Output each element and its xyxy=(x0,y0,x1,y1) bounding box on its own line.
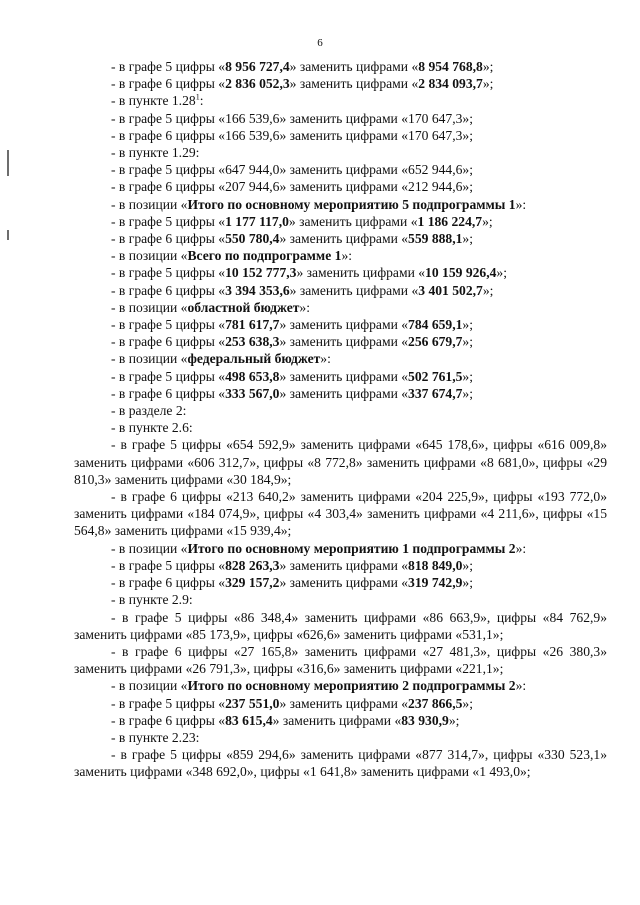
amendment-line xyxy=(74,127,607,144)
text-segment: - в графе 5 цифры « xyxy=(111,557,226,573)
text-segment: »; xyxy=(462,385,473,401)
text-segment: - в графе 6 цифры « xyxy=(111,575,226,591)
text-segment: - в графе 6 цифры « xyxy=(111,712,226,728)
bold-text: федеральный бюджет xyxy=(187,351,321,367)
bold-text: 2 836 052,3 xyxy=(225,76,290,92)
amendment-line xyxy=(74,677,607,694)
bold-text: 559 888,1 xyxy=(408,231,463,247)
amendment-line xyxy=(74,58,607,75)
text-segment: - в графе 6 цифры « xyxy=(111,282,226,298)
amendment-line xyxy=(74,282,607,299)
bold-text: 498 653,8 xyxy=(225,368,280,384)
text-segment: - в позиции « xyxy=(111,351,188,367)
bold-text: 237 551,0 xyxy=(225,695,280,711)
bold-text: 256 679,7 xyxy=(408,334,463,350)
amendment-paragraph xyxy=(74,609,607,643)
amendment-line xyxy=(74,402,607,419)
text-segment: »: xyxy=(341,248,353,264)
amendment-line xyxy=(74,419,607,436)
text-segment: » заменить цифрами « xyxy=(289,76,419,92)
text-segment: » заменить цифрами « xyxy=(279,385,409,401)
bold-text: 550 780,4 xyxy=(225,231,280,247)
text-segment: » заменить цифрами « xyxy=(279,231,409,247)
text-segment: - в графе 5 цифры « xyxy=(111,59,226,74)
text-segment: »; xyxy=(462,557,473,573)
text-segment: » заменить цифрами « xyxy=(279,695,409,711)
text-segment: »; xyxy=(448,712,460,728)
amendment-line xyxy=(74,92,607,109)
text-segment: »; xyxy=(462,317,473,333)
text-segment: »: xyxy=(515,678,527,694)
text-segment: - в графе 6 цифры « xyxy=(111,385,226,401)
bold-text: 253 638,3 xyxy=(225,334,280,350)
bold-text: 1 177 117,0 xyxy=(225,213,289,229)
bold-text: 329 157,2 xyxy=(225,575,280,591)
bold-text: 1 186 224,7 xyxy=(417,213,483,229)
text-segment: - в графе 6 цифры «213 640,2» заменить цифрами «204 225,9», цифры «193 772,0» заменить цифрами «184 074,9», цифры «4 303,4» заменить цифрами «4 211,6», цифры «15 564,8» заменить цифрами «15 939,4»; xyxy=(74,489,607,539)
text-segment: - в позиции « xyxy=(111,248,188,264)
text-segment: - в пункте 1.29: xyxy=(111,145,200,161)
amendment-line xyxy=(74,316,607,333)
text-segment: - в графе 5 цифры « xyxy=(111,317,226,333)
bold-text: 502 761,5 xyxy=(408,368,463,384)
bold-text: 237 866,5 xyxy=(408,695,463,711)
bold-text: 10 159 926,4 xyxy=(425,265,497,281)
bold-text: 10 152 777,3 xyxy=(225,265,297,281)
amendment-line xyxy=(74,350,607,367)
text-segment: » заменить цифрами « xyxy=(288,213,418,229)
amendment-line xyxy=(74,161,607,178)
text-segment: - в графе 5 цифры «166 539,6» заменить цифрами «170 647,3»; xyxy=(111,110,473,126)
text-segment: - в графе 5 цифры «654 592,9» заменить цифрами «645 178,6», цифры «616 009,8» заменить цифрами «606 312,7», цифры «8 772,8» заменить цифрами «8 681,0», цифры «29 810,3» заменить цифрами «30 184,9»; xyxy=(74,437,607,487)
text-segment: - в позиции « xyxy=(111,678,188,694)
text-segment: - в графе 5 цифры «647 944,0» заменить цифрами «652 944,6»; xyxy=(111,162,473,178)
bold-text: 83 615,4 xyxy=(225,712,273,728)
amendment-paragraph xyxy=(74,436,607,488)
bold-text: 8 956 727,4 xyxy=(225,59,290,74)
amendment-line xyxy=(74,712,607,729)
text-segment: » заменить цифрами « xyxy=(279,557,409,573)
text-segment: - в пункте 2.9: xyxy=(111,592,193,608)
bold-text: 784 659,1 xyxy=(408,317,463,333)
bold-text: 319 742,9 xyxy=(408,575,463,591)
text-segment: »; xyxy=(462,695,473,711)
amendment-paragraph xyxy=(74,746,607,780)
amendment-line xyxy=(74,333,607,350)
amendment-line xyxy=(74,196,607,213)
text-segment: » заменить цифрами « xyxy=(279,368,409,384)
bold-text: Итого по основному мероприятию 1 подпрограммы 2 xyxy=(187,540,516,556)
text-segment: »: xyxy=(515,540,527,556)
text-segment: »; xyxy=(482,59,494,74)
text-segment: » заменить цифрами « xyxy=(289,282,419,298)
text-segment: - в графе 5 цифры « xyxy=(111,695,226,711)
bold-text: 828 263,3 xyxy=(225,557,280,573)
bold-text: 781 617,7 xyxy=(225,317,280,333)
amendment-list xyxy=(74,58,607,781)
bold-text: 2 834 093,7 xyxy=(418,76,483,92)
text-segment: - в позиции « xyxy=(111,299,188,315)
text-segment: » заменить цифрами « xyxy=(289,59,419,74)
text-segment: - в пункте 1.28 xyxy=(111,93,196,109)
amendment-line xyxy=(74,574,607,591)
text-segment: - в пункте 2.23: xyxy=(111,729,200,745)
bold-text: 333 567,0 xyxy=(225,385,280,401)
text-segment: - в графе 6 цифры «27 165,8» заменить цифрами «27 481,3», цифры «26 380,3» заменить цифрами «26 791,3», цифры «316,6» заменить цифрами «221,1»; xyxy=(74,643,607,677)
text-segment: » заменить цифрами « xyxy=(279,317,409,333)
amendment-line xyxy=(74,368,607,385)
text-segment: »; xyxy=(462,231,473,247)
text-segment: - в графе 6 цифры «207 944,6» заменить цифрами «212 944,6»; xyxy=(111,179,473,195)
text-segment: - в графе 6 цифры «166 539,6» заменить цифрами «170 647,3»; xyxy=(111,127,473,143)
text-segment: » заменить цифрами « xyxy=(296,265,426,281)
text-segment: - в графе 5 цифры «859 294,6» заменить цифрами «877 314,7», цифры «330 523,1» заменить цифрами «348 692,0», цифры «1 641,8» заменить цифрами «1 493,0»; xyxy=(74,747,607,780)
amendment-line xyxy=(74,385,607,402)
text-segment: - в графе 5 цифры « xyxy=(111,265,226,281)
text-segment: » заменить цифрами « xyxy=(272,712,402,728)
amendment-line xyxy=(74,729,607,746)
amendment-line xyxy=(74,695,607,712)
amendment-line xyxy=(74,557,607,574)
text-segment: »: xyxy=(320,351,331,367)
scan-mark xyxy=(7,150,9,176)
text-segment: »; xyxy=(496,265,507,281)
bold-text: 818 849,0 xyxy=(408,557,463,573)
amendment-line xyxy=(74,540,607,557)
amendment-line xyxy=(74,213,607,230)
amendment-line xyxy=(74,230,607,247)
amendment-line xyxy=(74,264,607,281)
text-segment: - в пункте 2.6: xyxy=(111,420,193,436)
bold-text: 337 674,7 xyxy=(408,385,463,401)
bold-text: областной бюджет xyxy=(187,299,300,315)
text-segment: »; xyxy=(462,575,473,591)
bold-text: Всего по подпрограмме 1 xyxy=(187,248,342,264)
amendment-line xyxy=(74,299,607,316)
text-segment: »; xyxy=(462,334,473,350)
text-segment: - в графе 5 цифры « xyxy=(111,213,226,229)
text-segment: : xyxy=(199,93,204,109)
superscript: 1 xyxy=(195,92,200,102)
bold-text: 3 401 502,7 xyxy=(418,282,483,298)
text-segment: - в позиции « xyxy=(111,540,188,556)
text-segment: » заменить цифрами « xyxy=(279,575,409,591)
text-segment: - в графе 6 цифры « xyxy=(111,334,226,350)
amendment-line xyxy=(74,591,607,608)
amendment-line xyxy=(74,247,607,264)
bold-text: 83 930,9 xyxy=(401,712,449,728)
text-segment: - в графе 6 цифры « xyxy=(111,76,226,92)
text-segment: »; xyxy=(482,213,493,229)
text-segment: - в графе 6 цифры « xyxy=(111,231,226,247)
text-segment: - в разделе 2: xyxy=(111,403,187,419)
text-segment: - в позиции « xyxy=(111,196,188,212)
page-number: 6 xyxy=(317,37,323,49)
text-segment: - в графе 5 цифры « xyxy=(111,368,226,384)
text-segment: »; xyxy=(482,76,494,92)
text-segment: » заменить цифрами « xyxy=(279,334,409,350)
amendment-paragraph xyxy=(74,488,607,540)
bold-text: 3 394 353,6 xyxy=(225,282,290,298)
text-segment: »: xyxy=(515,196,527,212)
text-segment: »; xyxy=(462,368,473,384)
bold-text: Итого по основному мероприятию 2 подпрограммы 2 xyxy=(187,678,516,694)
text-segment: - в графе 5 цифры «86 348,4» заменить цифрами «86 663,9», цифры «84 762,9» заменить цифрами «85 173,9», цифры «626,6» заменить цифрами «531,1»; xyxy=(74,609,607,642)
amendment-line xyxy=(74,178,607,195)
bold-text: Итого по основному мероприятию 5 подпрограммы 1 xyxy=(187,196,516,212)
amendment-paragraph xyxy=(74,643,607,677)
amendment-line xyxy=(74,144,607,161)
amendment-line xyxy=(74,110,607,127)
amendment-line xyxy=(74,75,607,92)
bold-text: 8 954 768,8 xyxy=(418,59,483,74)
text-segment: »: xyxy=(299,299,310,315)
scan-mark xyxy=(7,230,9,240)
text-segment: »; xyxy=(482,282,494,298)
